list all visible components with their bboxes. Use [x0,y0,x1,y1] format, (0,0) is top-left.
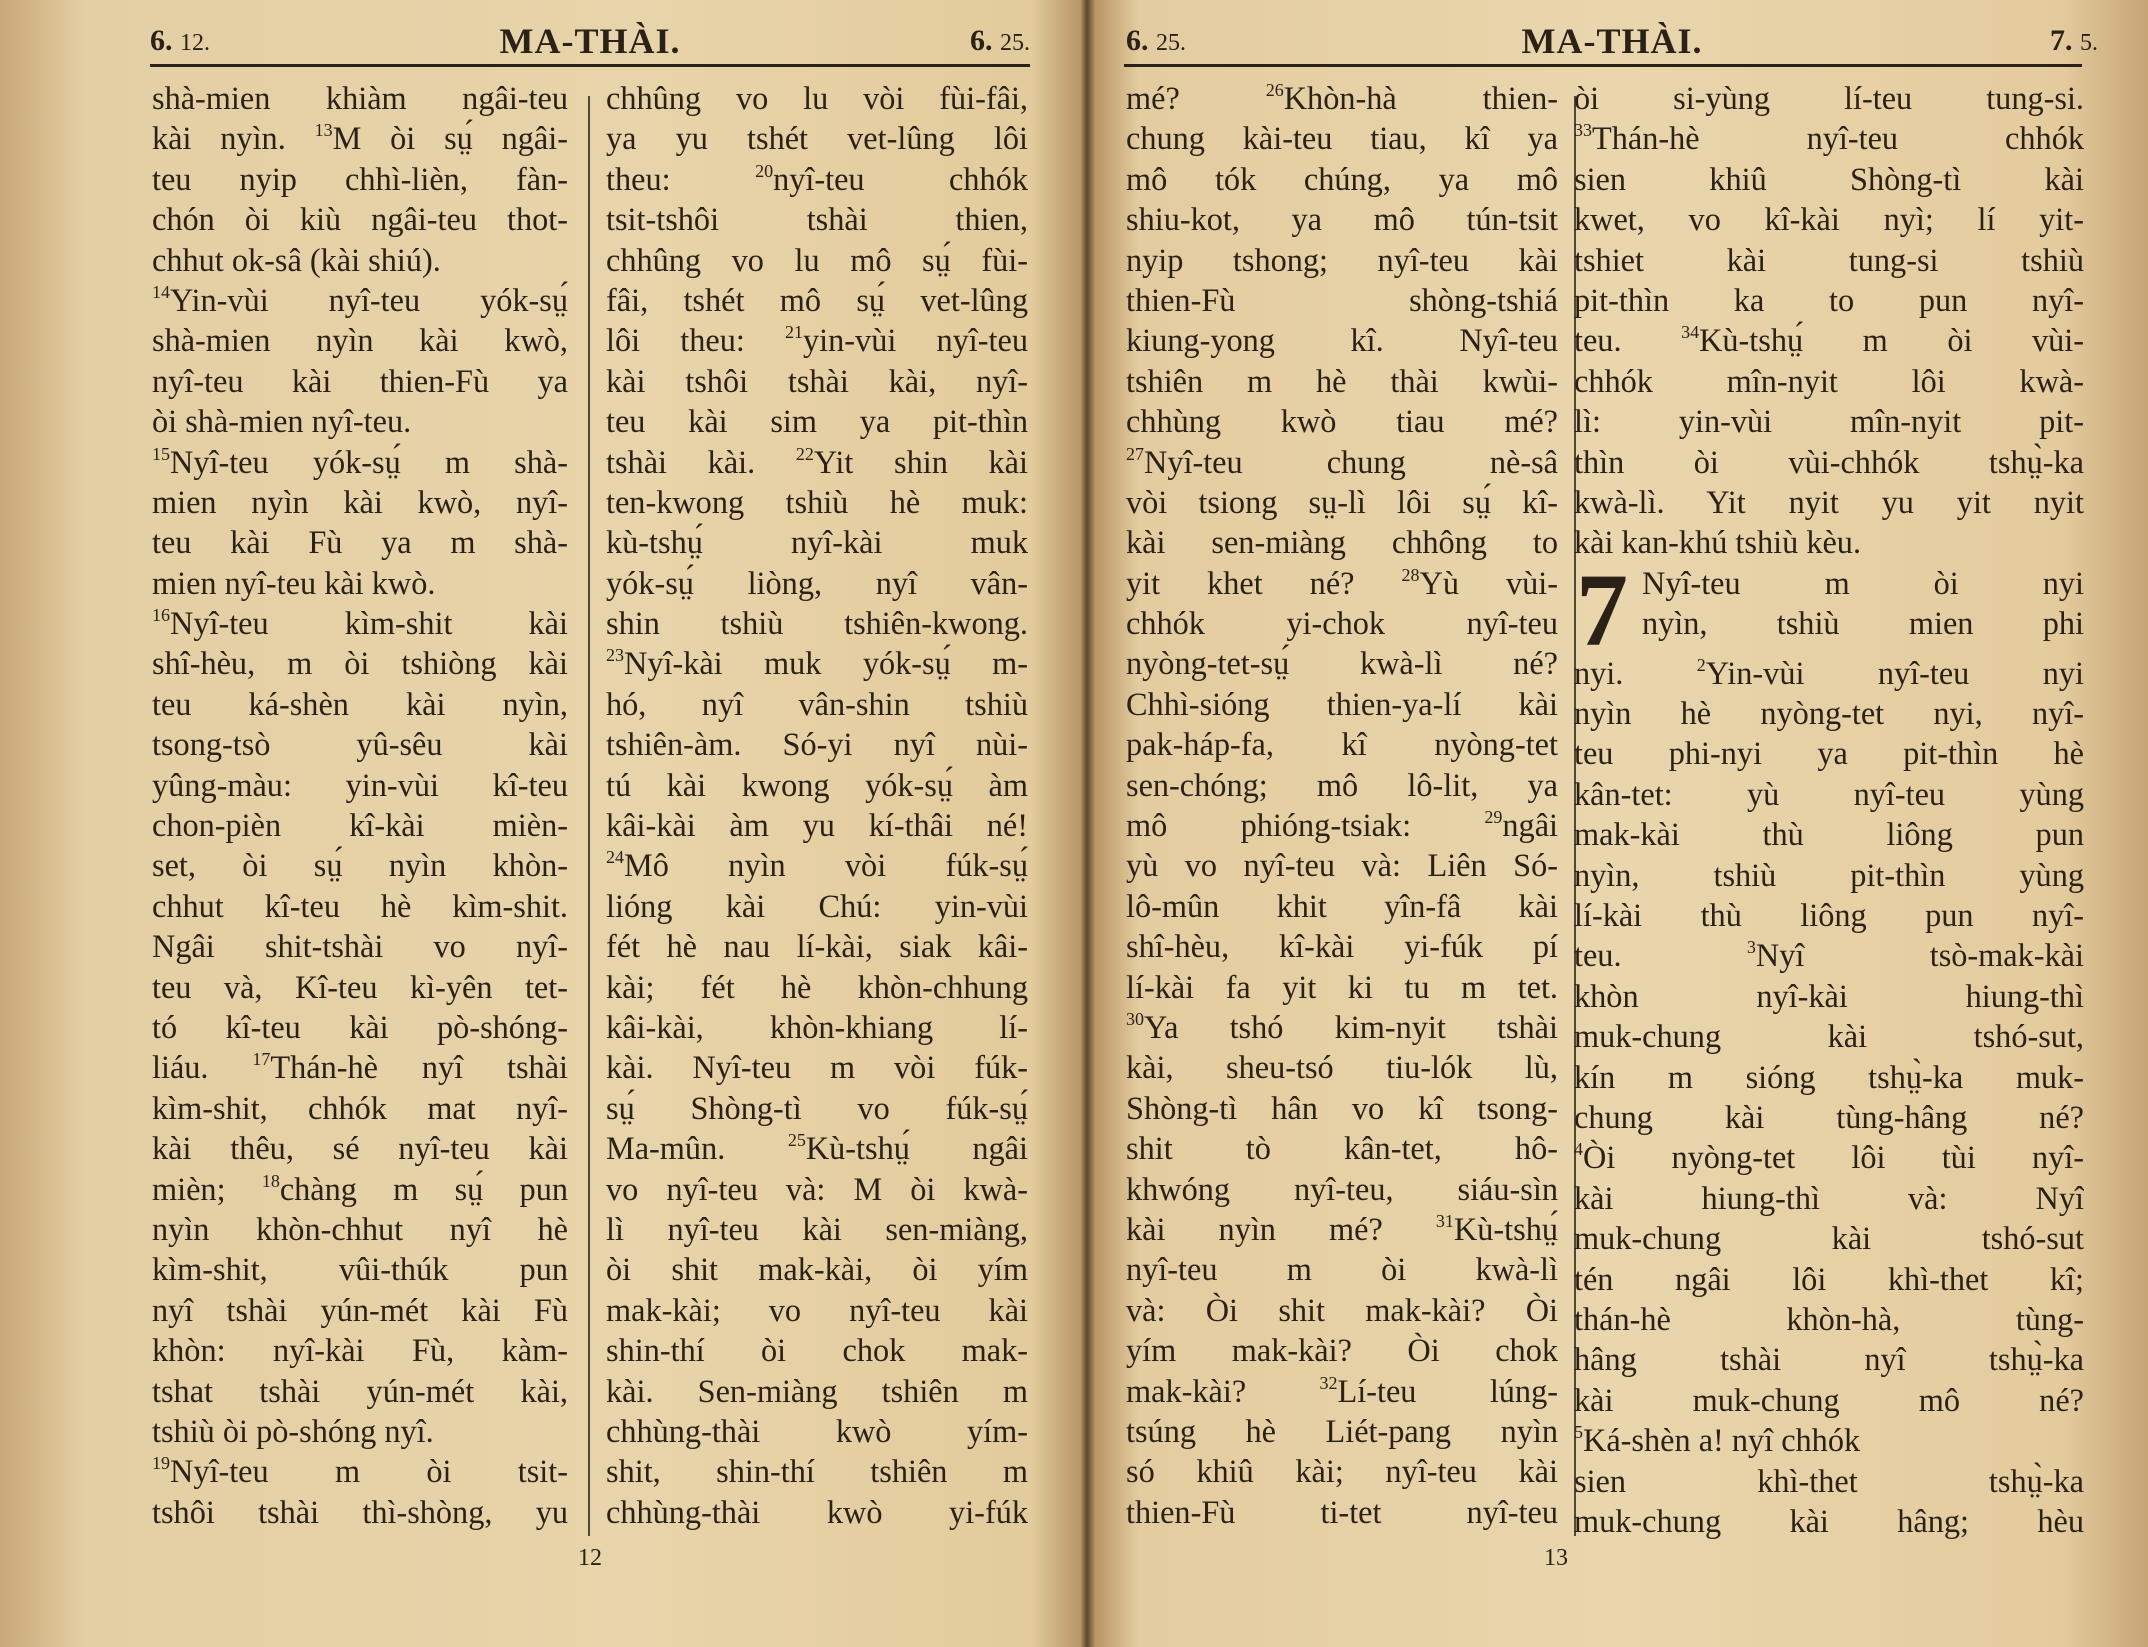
text-line: kù-tshṳ́ nyî-kài muk [606,524,1028,561]
text-line: nyìn khòn-chhut nyî hè [152,1210,568,1247]
text-line: shin tshiù tshiên-kwong. [606,605,1028,642]
text-line: kài kan-khú tshiù kèu. [1574,524,1862,561]
text-line: chhùng-thài kwò yím- [606,1412,1028,1449]
text-line: chhùng-thài kwò yi-fúk [606,1493,1028,1530]
text-line: sien khiû Shòng-tì kài [1574,160,2084,197]
text-line: mé? $^{26}$Khòn-hà thien- [1126,80,1558,116]
text-line: $^{23}$Nyî-kài muk yók-sṳ́ m- [606,645,1028,682]
text-line: tén ngâi lôi khì-thet kî; [1574,1260,2084,1297]
chapter-number-dropcap: 7 [1576,552,1628,668]
text-line: mak-kài? $^{32}$Lí-teu lúng- [1126,1372,1558,1409]
text-line: lióng kài Chú: yin-vùi [606,887,1028,924]
text-line: nyî-teu kài thien-Fù ya [152,362,568,399]
text-line: chhûng vo lu vòi fùi-fâi, [606,80,1028,116]
text-line: teu nyip chhì-lièn, fàn- [152,160,568,197]
text-line: lôi theu: $^{21}$yin-vùi nyî-teu [606,322,1028,359]
left-header-rule [150,64,1030,67]
text-line: thien-Fù shòng-tshiá [1126,281,1558,318]
text-line: Ngâi shit-tshài vo nyî- [152,928,568,965]
text-line: hó, nyî vân-shin tshiù [606,685,1028,722]
chapter-7-opening [1574,552,2084,668]
text-line: yit khet né? $^{28}$Yù vùi- [1126,564,1558,601]
text-line: muk-chung kài tshó-sut, [1574,1018,2084,1055]
text-line: mô tók chúng, ya mô [1126,160,1558,197]
text-line: kín m sióng tshṳ̀-ka muk- [1574,1058,2084,1095]
text-line: $^{14}$Yin-vùi nyî-teu yók-sṳ́ [152,281,568,318]
right-column-1 [1126,78,1558,1532]
text-line: teu kài sim ya pit-thìn [606,403,1028,440]
text-line: thìn òi vùi-chhók tshṳ̀-ka [1574,443,2084,480]
text-line: kài tshôi tshài kài, nyî- [606,362,1028,399]
text-line: kài thêu, sé nyî-teu kài [152,1130,568,1167]
text-line: kìm-shit, chhók mat nyî- [152,1089,568,1126]
text-line: yûng-màu: yin-vùi kî-teu [152,766,568,803]
text-line: teu phi-nyi ya pit-thìn hè [1574,735,2084,772]
text-line: shiu-kot, ya mô tún-tsit [1126,201,1558,238]
text-line: nyî-teu m òi kwà-lì [1126,1251,1558,1288]
text-line: tshiet kài tung-si tshiù [1574,241,2084,278]
text-line: nyip tshong; nyî-teu kài [1126,241,1558,278]
text-line: tsúng hè Liét-pang nyìn [1126,1412,1558,1449]
text-line: kài muk-chung mô né? [1574,1381,2084,1418]
text-line: khòn: nyî-kài Fù, kàm- [152,1332,568,1369]
text-line: kâi-kài, khòn-khiang lí- [606,1008,1028,1045]
text-line: teu và, Kî-teu kì-yên tet- [152,968,568,1005]
text-line: Ma-mûn. $^{25}$Kù-tshṳ́ ngâi [606,1130,1028,1167]
right-page [1078,0,2148,1647]
left-column-2 [606,78,1028,1532]
text-line: pak-háp-fa, kî nyòng-tet [1126,726,1558,763]
left-page [0,0,1070,1647]
text-line: tshài kài. $^{22}$Yit shin kài [606,443,1028,480]
text-line: òi si-yùng lí-teu tung-si. [1574,80,2084,116]
text-line: lí-kài thù liông pun nyî- [1574,897,2084,934]
text-line: tsong-tsò yû-sêu kài [152,726,568,763]
text-line: chón òi kiù ngâi-teu thot- [152,201,568,238]
text-line: kài, sheu-tsó tiu-lók lù, [1126,1049,1558,1086]
text-line: kài. Nyî-teu m vòi fúk- [606,1049,1028,1086]
left-page-number: 12 [578,1545,602,1571]
text-line: Shòng-tì hân vo kî tsong- [1126,1089,1558,1126]
text-line: tshiên m hè thài kwùi- [1126,362,1558,399]
text-line: pit-thìn ka to pun nyî- [1574,281,2084,318]
text-line: tó kî-teu kài pò-shóng- [152,1008,568,1045]
text-line: $^{30}$Ya tshó kim-nyit tshài [1126,1008,1558,1045]
text-line: hâng tshài nyî tshṳ̀-ka [1574,1341,2084,1378]
text-line: vòi tsiong sṳ-lì lôi sṳ́ kî- [1126,483,1558,520]
text-line: òi shà-mien nyî-teu. [152,403,412,440]
text-line: chung kài tùng-hâng né? [1574,1098,2084,1135]
text-line: sien khì-thet tshṳ̀-ka [1574,1462,2084,1499]
text-line: kân-tet: yù nyî-teu yùng [1574,775,2084,812]
text-line: nyìn, tshiù pit-thìn yùng [1574,856,2084,893]
text-line: set, òi sṳ́ nyìn khòn- [152,847,568,884]
text-line: kài. Sen-miàng tshiên m [606,1372,1028,1409]
text-line: $^{33}$Thán-hè nyî-teu chhók [1574,120,2084,157]
text-line: ya yu tshét vet-lûng lôi [606,120,1028,157]
text-line: kâi-kài àm yu kí-thâi né! [606,807,1028,844]
text-line: mien nyìn kài kwò, nyî- [152,483,568,520]
text-line: Nyî-teu m òi nyi [1642,564,2084,601]
text-line: liáu. $^{17}$Thán-hè nyî tshài [152,1049,568,1086]
text-line: tshat tshài yún-mét kài, [152,1372,568,1409]
text-line: chung kài-teu tiau, kî ya [1126,120,1558,157]
right-column-2 [1574,78,2084,1541]
text-line: mièn; $^{18}$chàng m sṳ́ pun [152,1170,568,1207]
text-line: kiung-yong kî. Nyî-teu [1126,322,1558,359]
text-line: sṳ́ Shòng-tì vo fúk-sṳ́ [606,1089,1028,1126]
text-line: teu. $^{34}$Kù-tshṳ́ m òi vùi- [1574,322,2084,359]
text-line: tshôi tshài thì-shòng, yu [152,1493,568,1530]
text-line: $^{19}$Nyî-teu m òi tsit- [152,1453,568,1490]
text-line: nyî tshài yún-mét kài Fù [152,1291,568,1328]
text-line: lí-kài fa yit ki tu m tet. [1126,968,1558,1005]
text-line: mô phióng-tsiak: $^{29}$ngâi [1126,807,1558,844]
text-line: và: Òi shit mak-kài? Òi [1126,1291,1558,1328]
text-line: lì: yin-vùi mîn-nyit pit- [1574,403,2084,440]
text-line: lô-mûn khit yîn-fâ kài [1126,887,1558,924]
right-page-header [1126,18,2098,66]
text-line: khòn nyî-kài hiung-thì [1574,977,2084,1014]
text-line: kìm-shit, vûi-thúk pun [152,1251,568,1288]
text-line: mien nyî-teu kài kwò. [152,564,436,601]
text-line: chhók yi-chok nyî-teu [1126,605,1558,642]
text-line: kài sen-miàng chhông to [1126,524,1558,561]
text-line: kwet, vo kî-kài nyì; lí yit- [1574,201,2084,238]
text-line: ten-kwong tshiù hè muk: [606,483,1028,520]
text-line: kài; fét hè khòn-chhung [606,968,1028,1005]
text-line: kài hiung-thì và: Nyî [1574,1179,2084,1216]
text-line: sen-chóng; mô lô-lit, ya [1126,766,1558,803]
text-line: mak-kài thù liông pun [1574,816,2084,853]
text-line: thán-hè khòn-hà, tùng- [1574,1300,2084,1337]
right-header-title: MA-THÀI. [1521,21,1703,61]
text-line: yók-sṳ́ liòng, nyî vân- [606,564,1028,601]
left-header-start-ref: 6. 12. [150,24,210,57]
text-line: shî-hèu, kî-kài yi-fúk pí [1126,928,1558,965]
text-line: tshiù òi pò-shóng nyî. [152,1412,434,1449]
text-line: $^{15}$Nyî-teu yók-sṳ́ m shà- [152,443,568,480]
text-line: yím mak-kài? Òi chok [1126,1332,1558,1369]
text-line: chhûng vo lu mô sṳ́ fùi- [606,241,1028,278]
right-page-number: 13 [1544,1545,1568,1571]
text-line: shin-thí òi chok mak- [606,1332,1028,1369]
text-line: khwóng nyî-teu, siáu-sìn [1126,1170,1558,1207]
text-line: nyìn hè nyòng-tet nyi, nyî- [1574,695,2084,732]
text-line: teu ká-shèn kài nyìn, [152,685,568,722]
text-line: mak-kài; vo nyî-teu kài [606,1291,1028,1328]
left-page-header [150,18,1030,66]
left-header-title: MA-THÀI. [499,21,681,61]
text-line: lì nyî-teu kài sen-miàng, [606,1210,1028,1247]
text-line: teu. $^3$Nyî tsò-mak-kài [1574,937,2084,974]
left-column-1 [152,78,568,1532]
text-line: fâi, tshét mô sṳ́ vet-lûng [606,281,1028,318]
text-line: chhók mîn-nyit lôi kwà- [1574,362,2084,399]
text-line: theu: $^{20}$nyî-teu chhók [606,160,1028,197]
text-line: shà-mien khiàm ngâi-teu [152,80,568,116]
text-line: shit tò kân-tet, hô- [1126,1130,1558,1167]
text-line: $^5$Ká-shèn a! nyî chhók [1574,1422,1861,1459]
text-line: fét hè nau lí-kài, siak kâi- [606,928,1028,965]
text-line: shà-mien nyìn kài kwò, [152,322,568,359]
text-line: thien-Fù ti-tet nyî-teu [1126,1493,1558,1530]
text-line: chhùng kwò tiau mé? [1126,403,1558,440]
text-line: yù vo nyî-teu và: Liên Só- [1126,847,1558,884]
text-line: muk-chung kài hâng; hèu [1574,1502,2084,1539]
text-line: kwà-lì. Yit nyit yu yit nyit [1574,483,2084,520]
right-header-start-ref: 6. 25. [1126,24,1186,57]
text-line: tú kài kwong yók-sṳ́ àm [606,766,1028,803]
text-line: òi shit mak-kài, òi yím [606,1251,1028,1288]
text-line: shit, shin-thí tshiên m [606,1453,1028,1490]
text-line: kài nyìn mé? $^{31}$Kù-tshṳ́ [1126,1210,1558,1247]
text-line: chhut kî-teu hè kìm-shit. [152,887,568,924]
text-line: $^{27}$Nyî-teu chung nè-sâ [1126,443,1558,480]
text-line: muk-chung kài tshó-sut [1574,1220,2084,1257]
text-line: $^{16}$Nyî-teu kìm-shit kài [152,605,568,642]
left-column-divider [588,96,590,1536]
text-line: tsit-tshôi tshài thien, [606,201,1028,238]
text-line: vo nyî-teu và: M òi kwà- [606,1170,1028,1207]
text-line: teu kài Fù ya m shà- [152,524,568,561]
text-line: shî-hèu, m òi tshiòng kài [152,645,568,682]
left-header-end-ref: 6. 25. [970,24,1030,57]
text-line: chhut ok-sâ (kài shiú). [152,241,441,278]
text-line: Chhì-sióng thien-ya-lí kài [1126,685,1558,722]
text-line: tshiên-àm. Só-yi nyî nùi- [606,726,1028,763]
right-header-end-ref: 7. 5. [2050,24,2098,57]
text-line: $^4$Òi nyòng-tet lôi tùi nyî- [1574,1139,2084,1176]
text-line: nyìn, tshiù mien phi [1642,605,2084,642]
text-line: $^{24}$Mô nyìn vòi fúk-sṳ́ [606,847,1028,884]
right-header-rule [1124,64,2082,67]
text-line: chon-pièn kî-kài mièn- [152,807,568,844]
text-line: nyi. $^2$Yin-vùi nyî-teu nyi [1574,654,2084,691]
text-line: kài nyìn. $^{13}$M òi sṳ́ ngâi- [152,120,568,157]
text-line: só khiû kài; nyî-teu kài [1126,1453,1558,1490]
text-line: nyòng-tet-sṳ́ kwà-lì né? [1126,645,1558,682]
